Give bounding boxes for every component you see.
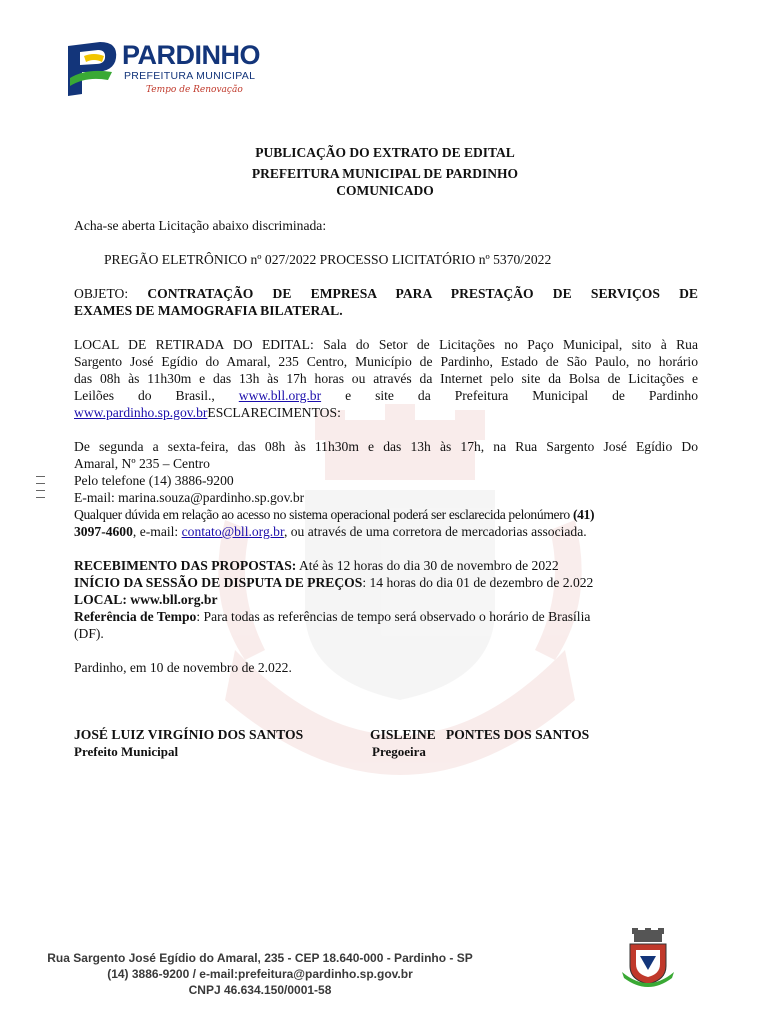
signature-left-role: Prefeito Municipal [74,744,179,759]
inicio-line [74,574,593,591]
ref-tempo-line2: (DF). [74,626,104,641]
esc-line6-a: , e-mail: [132,524,179,539]
esc-line6-b: , ou através de uma corretora de mercadorias associada. [283,524,587,539]
logo-slogan: Tempo de Renovação [146,85,243,95]
footer-cnpj: CNPJ 46.634.150/0001-58 [188,983,332,997]
margin-tick [36,476,45,477]
esc-line5-bold: (41) [572,507,595,522]
esc-email: E-mail: marina.souza@pardinho.sp.gov.br [74,490,305,505]
margin-tick [36,490,45,491]
intro-text: Acha-se aberta Licitação abaixo discriminada: [74,218,327,233]
logo-p-icon [60,38,120,100]
esc-line2: Amaral, Nº 235 – Centro [74,456,210,471]
esc-line5 [74,506,700,523]
title-comunicado: COMUNICADO [336,183,434,198]
objeto-line2: EXAMES DE MAMOGRAFIA BILATERAL. [74,303,343,318]
objeto-text: CONTRATAÇÃO DE EMPRESA PARA PRESTAÇÃO DE SERVIÇOS DE [147,286,699,301]
recebimento-label: RECEBIMENTO DAS PROPOSTAS: [74,558,297,573]
signature-left-name: JOSÉ LUIZ VIRGÍNIO DOS SANTOS [74,727,304,742]
title-prefeitura: PREFEITURA MUNICIPAL DE PARDINHO [251,166,519,181]
objeto-line1 [74,285,698,302]
ref-tempo-line [74,608,590,625]
local-line3: das 08h às 11h30m e das 13h às 17h horas ou através da Internet pelo site da Bolsa de Licitações e [74,371,698,386]
local-bll-line: LOCAL: www.bll.org.br [74,592,218,607]
contato-email-link[interactable]: contato@bll.org.br [181,524,284,539]
logo-subtitle: PREFEITURA MUNICIPAL [124,70,256,82]
pardinho-logo [60,38,270,102]
bll-link[interactable]: www.bll.org.br [238,388,322,403]
local-line4-b: e site da Prefeitura Municipal de Pardinho [345,388,698,403]
esc-line5-text: Qualquer dúvida em relação ao acesso no sistema operacional poderá ser esclarecida pelonúmero [74,507,570,522]
objeto-label: OBJETO: [74,286,129,301]
ref-tempo-label: Referência de Tempo [74,609,197,624]
local-line2: Sargento José Egídio do Amaral, 235 Centro, Município de Pardinho, Estado de São Paulo, no horário [74,354,698,369]
recebimento-line [74,557,559,574]
ref-tempo-value: : Para todas as referências de tempo será observado o horário de Brasília [196,609,591,624]
esc-line1: De segunda a sexta-feira, das 08h às 11h30m e das 13h às 17h, na Rua Sargento José Egídio Do [74,439,698,454]
signature-right-name: GISLEINE PONTES DOS SANTOS [370,727,590,742]
inicio-label: INÍCIO DA SESSÃO DE DISPUTA DE PREÇOS [74,575,363,590]
logo-brand-text: PARDINHO [122,40,261,70]
esc-phone: Pelo telefone (14) 3886-9200 [74,473,234,488]
date-line: Pardinho, em 10 de novembro de 2.022. [74,660,292,675]
footer-contact: (14) 3886-9200 / e-mail:prefeitura@pardinho.sp.gov.br [107,967,413,981]
local-line5 [74,404,341,421]
pardinho-site-link[interactable]: www.pardinho.sp.gov.br [74,405,208,420]
inicio-value: : 14 horas do dia 01 de dezembro de 2.022 [362,575,594,590]
local-line4 [74,387,698,404]
esc-line6 [74,523,587,540]
recebimento-value: Até às 12 horas do dia 30 de novembro de 2022 [298,558,559,573]
bll-phone: 3097-4600 [74,524,133,539]
local-line4-a: Leilões do Brasil., [74,388,215,403]
signature-right-role: Pregoeira [372,744,426,759]
local-line1: LOCAL DE RETIRADA DO EDITAL: Sala do Setor de Licitações no Paço Municipal, sito à Rua [74,337,698,352]
pregao-line: PREGÃO ELETRÔNICO nº 027/2022 PROCESSO LICITATÓRIO nº 5370/2022 [104,252,552,267]
margin-tick [36,497,45,498]
title-publicacao: PUBLICAÇÃO DO EXTRATO DE EDITAL [255,145,515,160]
margin-tick [36,483,45,484]
footer-address: Rua Sargento José Egídio do Amaral, 235 - CEP 18.640-000 - Pardinho - SP [47,951,473,965]
esclarecimentos-label: ESCLARECIMENTOS: [207,405,341,420]
municipal-crest-icon [622,928,674,988]
